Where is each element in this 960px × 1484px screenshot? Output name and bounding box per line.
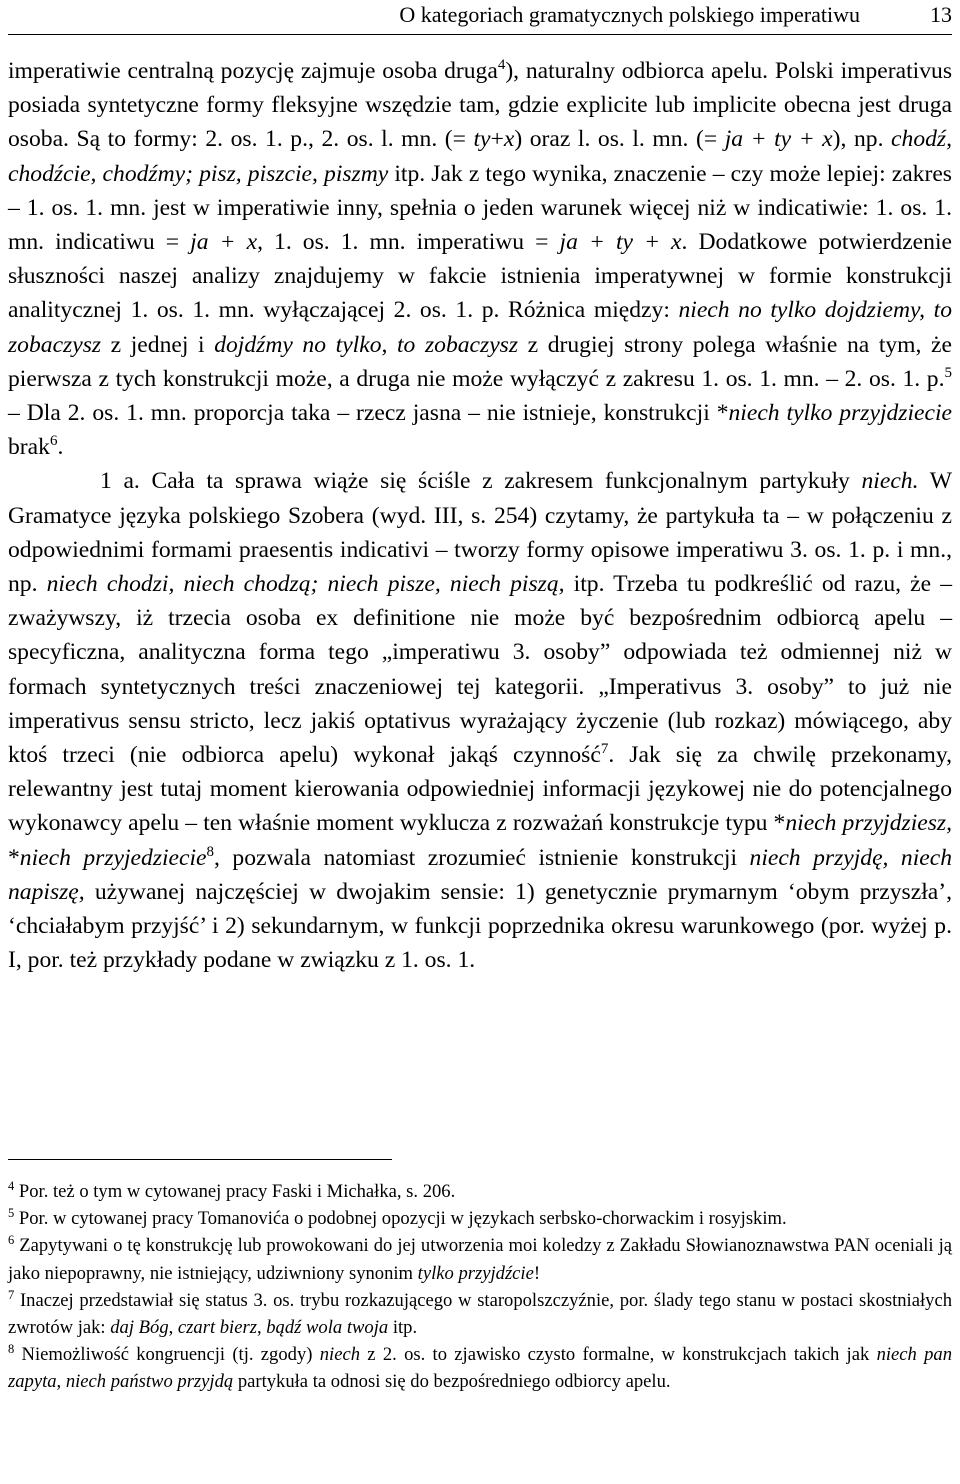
- footnote-text: Por. w cytowanej pracy Tomanovića o podobnej opozycji w językach serbsko-chorwackim i rosyjskim.: [14, 1208, 787, 1230]
- text-run: brak: [8, 434, 50, 461]
- footnote-6: [8, 1232, 952, 1286]
- italic-run: niech państwo przyjdą: [65, 1371, 234, 1393]
- text-run: ) oraz l. os. l. mn. (=: [514, 126, 725, 153]
- italic-run: bądź wola twoja: [266, 1317, 389, 1339]
- footnote-mark: 4: [8, 1179, 15, 1193]
- italic-run: dojdźmy no tylko, to zobaczysz: [214, 331, 519, 358]
- main-text: [8, 54, 952, 977]
- footnote-text: partykuła ta odnosi się do bezpośredniego odbiorcy apelu.: [233, 1371, 671, 1393]
- footnote-ref-6[interactable]: 6: [49, 433, 58, 450]
- italic-run: niech przyjdę, niech napiszę,: [8, 844, 953, 905]
- italic-run: niech chodzi, niech chodzą; niech pisze, niech piszą,: [46, 571, 565, 598]
- italic-run: chodź, chodźcie, chodźmy; pisz, piszcie, piszmy: [8, 126, 952, 187]
- text-run: . Dodatkowe potwierdzenie słuszności naszej analizy znajdujemy w fakcie istnienia imperatywnej w formie konstrukcji analitycznej 1. os. 1. mn. wyłączającej 2. os. 1. p. Różnica między:: [8, 229, 952, 324]
- text-run: 1 a. Cała ta sprawa wiąże się ściśle z zakresem funkcjonalnym partykuły: [100, 468, 862, 495]
- italic-run: niech no tylko dojdziemy, to zobaczysz: [8, 297, 953, 358]
- italic-run: niech pan zapyta: [8, 1344, 953, 1393]
- text-run: *: [8, 844, 20, 871]
- italic-run: ty: [473, 126, 491, 153]
- footnote-ref-4[interactable]: 4: [497, 57, 506, 73]
- footnote-4: [8, 1178, 952, 1205]
- footnote-mark: 8: [8, 1342, 15, 1357]
- text-run: z drugiej strony polega właśnie na tym, że pierwsza z tych konstrukcji może, a druga nie może wyłączyć z zakresu 1. os. 1. mn. – 2. os. 1. p.: [8, 331, 952, 392]
- header-title: O kategoriach gramatycznych polskiego imperatiwu: [399, 2, 860, 27]
- italic-run: ja + ty + x: [559, 229, 682, 256]
- italic-run: ja + x: [190, 229, 258, 256]
- footnote-text: ,: [168, 1317, 178, 1339]
- italic-run: niech tylko przyjdziecie: [728, 400, 952, 427]
- text-run: ), np.: [832, 126, 892, 153]
- text-run: +: [490, 126, 504, 153]
- text-run: używanej najczęściej w dwojakim sensie: 1) genetycznie prymarnym ʻobym przyszła’, ʻchciałabym przyjść’ i 2) sekundarnym, w funkcji poprzednika okresu warunkowego (por. wyżej p. I, por. też przykłady podane w związku z 1. os. 1.: [8, 878, 952, 974]
- text-run: z jednej i: [101, 331, 215, 358]
- italic-run: czart bierz: [177, 1317, 257, 1339]
- footnote-text: Inaczej przedstawiał się status 3. os. trybu rozkazującego w staropolszczyźnie, por. ślady tego stanu w postaci skostniałych zwrotów jak:: [8, 1289, 952, 1339]
- footnote-ref-7[interactable]: 7: [600, 741, 609, 758]
- paragraph-1: [8, 54, 952, 464]
- paragraph-2: [8, 464, 952, 977]
- text-run: itp. Trzeba tu podkreślić od razu, że – zważywszy, iż trzecia osoba ex definitione nie może być bezpośrednim odbiorcą apelu – specyficzna, analityczna forma tego „imperatiwu 3. osoby” odpowiada też odmiennej niż w formach syntetycznych treści znaczeniowej tej kategorii. „Imperativus 3. osoby” to już nie imperativus sensu stricto, lecz jakiś optativus wyrażający życzenie (lub rozkaz) mówiącego, aby ktoś trzeci (nie odbiorca apelu) wykonał jakąś czynność: [8, 571, 953, 769]
- italic-run: niech przyjedziecie: [19, 844, 207, 871]
- text-run: , pozwala natomiast zrozumieć istnienie konstrukcji: [214, 844, 750, 871]
- running-header: [8, 0, 952, 35]
- footnote-5: [8, 1205, 952, 1232]
- footnote-text: z 2. os. to zjawisko czysto formalne, w konstrukcjach takich jak: [360, 1344, 877, 1366]
- footnote-mark: 7: [8, 1287, 15, 1302]
- italic-run: niech.: [861, 468, 919, 495]
- italic-run: daj Bóg: [110, 1317, 169, 1339]
- footnote-text: ,: [56, 1371, 66, 1393]
- footnote-8: [8, 1341, 952, 1395]
- footnote-mark: 5: [8, 1206, 15, 1221]
- footnote-ref-8[interactable]: 8: [206, 843, 215, 860]
- italic-run: tylko przyjdźcie: [417, 1262, 534, 1284]
- italic-run: ja + ty + x: [724, 126, 833, 153]
- text-run: – Dla 2. os. 1. mn. proporcja taka – rzecz jasna – nie istnieje, konstrukcji *: [8, 400, 729, 427]
- footnote-text: Por. też o tym w cytowanej pracy Faski i Michałka, s. 206.: [14, 1181, 456, 1202]
- text-run: .: [57, 434, 64, 461]
- text-run: imperatiwie centralną pozycję zajmuje osoba druga: [8, 58, 498, 84]
- footnote-7: [8, 1287, 952, 1341]
- text-run: . Jak się za chwilę przekonamy, relewantny jest tutaj moment kierowania odpowiedniej informacji językowej nie do potencjalnego wykonawcy apelu – ten właśnie moment wyklucza z rozważań konstrukcje typu *: [8, 742, 952, 837]
- footnote-text: Niemożliwość kongruencji (tj. zgody): [14, 1344, 320, 1366]
- italic-run: x: [503, 126, 515, 153]
- footnote-text: itp.: [388, 1317, 418, 1339]
- footnote-mark: 6: [8, 1233, 15, 1248]
- italic-run: niech przyjdziesz,: [785, 810, 952, 837]
- footnote-ref-5[interactable]: 5: [944, 364, 952, 381]
- text-run: ), naturalny odbiorca apelu. Polski imperativus posiada syntetyczne formy fleksyjne wszędzie tam, gdzie explicite lub implicite obecna jest druga osoba. Są to formy: 2. os. 1. p., 2. os. l. mn. (=: [8, 58, 952, 153]
- text-run: itp. Jak z tego wynika, znaczenie – czy może lepiej: zakres – 1. os. 1. mn. jest w imperatiwie inny, spełnia o jeden warunek więcej niż w indicatiwie: 1. os. 1. mn. indicatiwu =: [8, 160, 952, 256]
- footnote-text: ,: [256, 1317, 267, 1339]
- page-number: 13: [930, 2, 952, 27]
- italic-run: niech: [319, 1344, 360, 1366]
- footnote-text: !: [533, 1262, 541, 1284]
- footnotes: [8, 1178, 952, 1396]
- text-run: W Gramatyce języka polskiego Szobera (wyd. III, s. 254) czytamy, że partykuła ta – w połączeniu z odpowiednimi formami praesentis indicativi – tworzy formy opisowe imperatiwu 3. os. 1. p. i mn., np.: [8, 468, 952, 598]
- text-run: , 1. os. 1. mn. imperatiwu =: [257, 229, 560, 256]
- footnote-separator: [8, 1159, 392, 1160]
- footnote-text: Zapytywani o tę konstrukcję lub prowokowani do jej utworzenia moi koledzy z Zakładu Słowianoznawstwa PAN oceniali ją jako niepoprawny, nie istniejący, udziwniony synonim: [8, 1235, 952, 1284]
